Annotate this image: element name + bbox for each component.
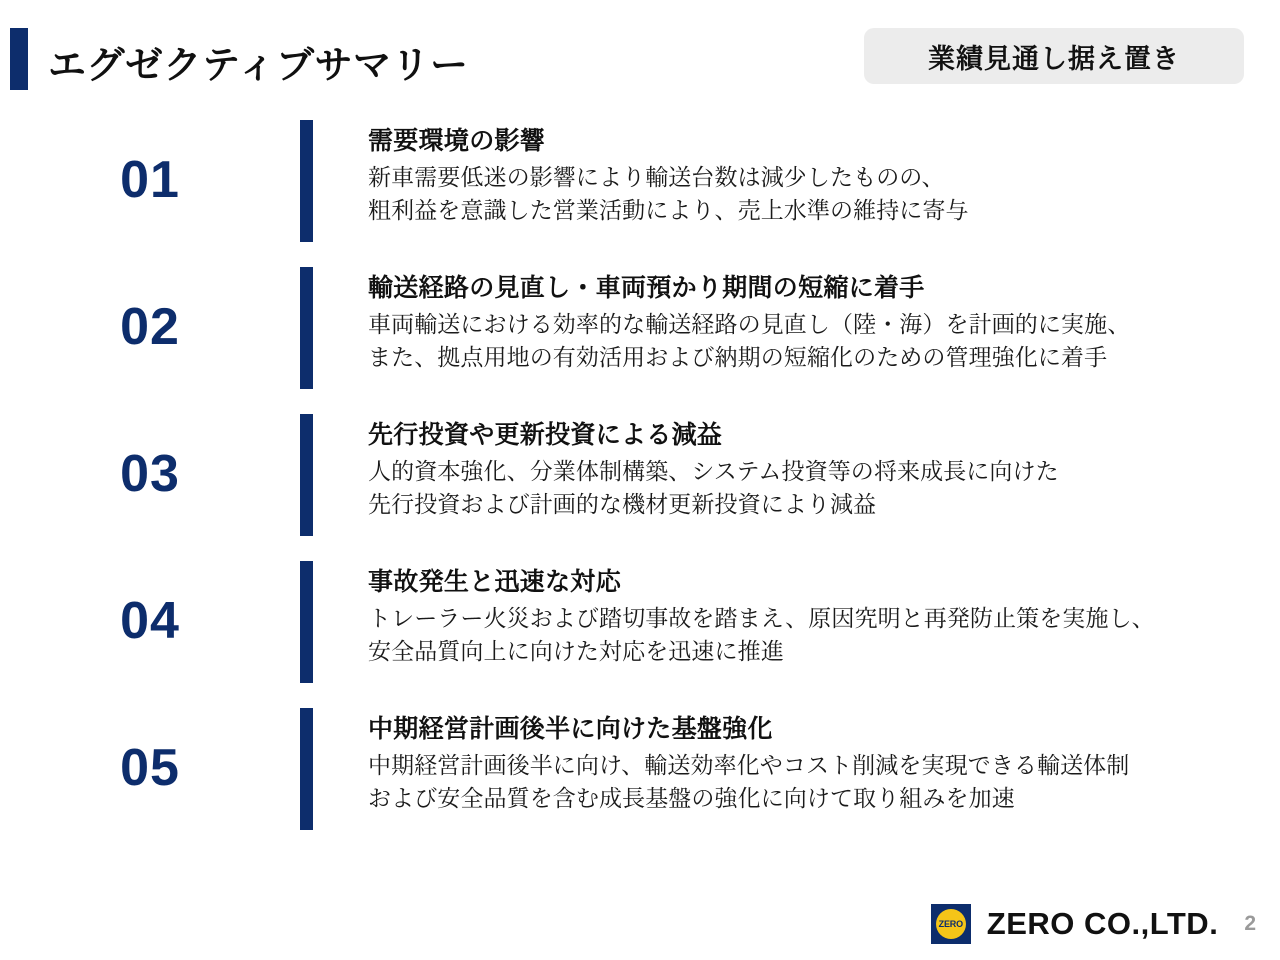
item-divider-bar [300, 561, 313, 683]
item-text-line: 安全品質向上に向けた対応を迅速に推進 [368, 637, 784, 664]
slide-header [0, 0, 1280, 110]
item-heading: 事故発生と迅速な対応 [368, 568, 622, 596]
item-body [313, 259, 1130, 374]
item-divider-bar [300, 267, 313, 389]
item-divider-bar [300, 120, 313, 242]
item-body [313, 700, 1129, 815]
company-logo-icon [931, 904, 971, 944]
item-text-line: 新車需要低迷の影響により輸送台数は減少したものの、 [368, 164, 945, 191]
item-number: 03 [120, 445, 180, 503]
logo-disc-label: ZERO [936, 909, 966, 939]
status-badge-label: 業績見通し据え置き [928, 43, 1180, 74]
item-number: 01 [120, 151, 180, 209]
item-body [313, 406, 1059, 521]
item-divider-bar [300, 414, 313, 536]
item-text-line: また、拠点用地の有効活用および納期の短縮化のための管理強化に着手 [368, 343, 1108, 370]
page-number: 2 [1244, 912, 1256, 935]
item-heading: 輸送経路の見直し・車両預かり期間の短縮に着手 [368, 274, 925, 302]
company-name: ZERO CO.,LTD. [986, 906, 1219, 941]
item-number: 05 [120, 739, 180, 797]
item-text-line: トレーラー火災および踏切事故を踏まえ、原因究明と再発防止策を実施し、 [368, 605, 1155, 632]
item-text-line: 中期経営計画後半に向け、輸送効率化やコスト削減を実現できる輸送体制 [368, 752, 1130, 779]
list-item [0, 553, 1280, 700]
item-number: 04 [120, 592, 180, 650]
page-title: エグゼクティブサマリー [48, 45, 469, 87]
title-accent-bar [10, 28, 28, 90]
status-badge [864, 28, 1244, 84]
list-item [0, 112, 1280, 259]
item-number: 02 [120, 298, 180, 356]
item-heading: 需要環境の影響 [368, 127, 546, 155]
summary-list [0, 112, 1280, 847]
item-heading: 先行投資や更新投資による減益 [368, 421, 723, 449]
item-text-line: 粗利益を意識した営業活動により、売上水準の維持に寄与 [368, 196, 969, 223]
item-divider-bar [300, 708, 313, 830]
list-item [0, 259, 1280, 406]
item-text-line: および安全品質を含む成長基盤の強化に向けて取り組みを加速 [368, 784, 1015, 811]
item-body [313, 553, 1155, 668]
item-text-line: 車両輸送における効率的な輸送経路の見直し（陸・海）を計画的に実施、 [368, 311, 1131, 338]
item-text-line: 人的資本強化、分業体制構築、システム投資等の将来成長に向けた [368, 458, 1059, 485]
item-heading: 中期経営計画後半に向けた基盤強化 [368, 715, 773, 743]
list-item [0, 406, 1280, 553]
slide-footer [931, 904, 1256, 944]
list-item [0, 700, 1280, 847]
item-body [313, 112, 969, 227]
item-text-line: 先行投資および計画的な機材更新投資により減益 [368, 490, 877, 517]
